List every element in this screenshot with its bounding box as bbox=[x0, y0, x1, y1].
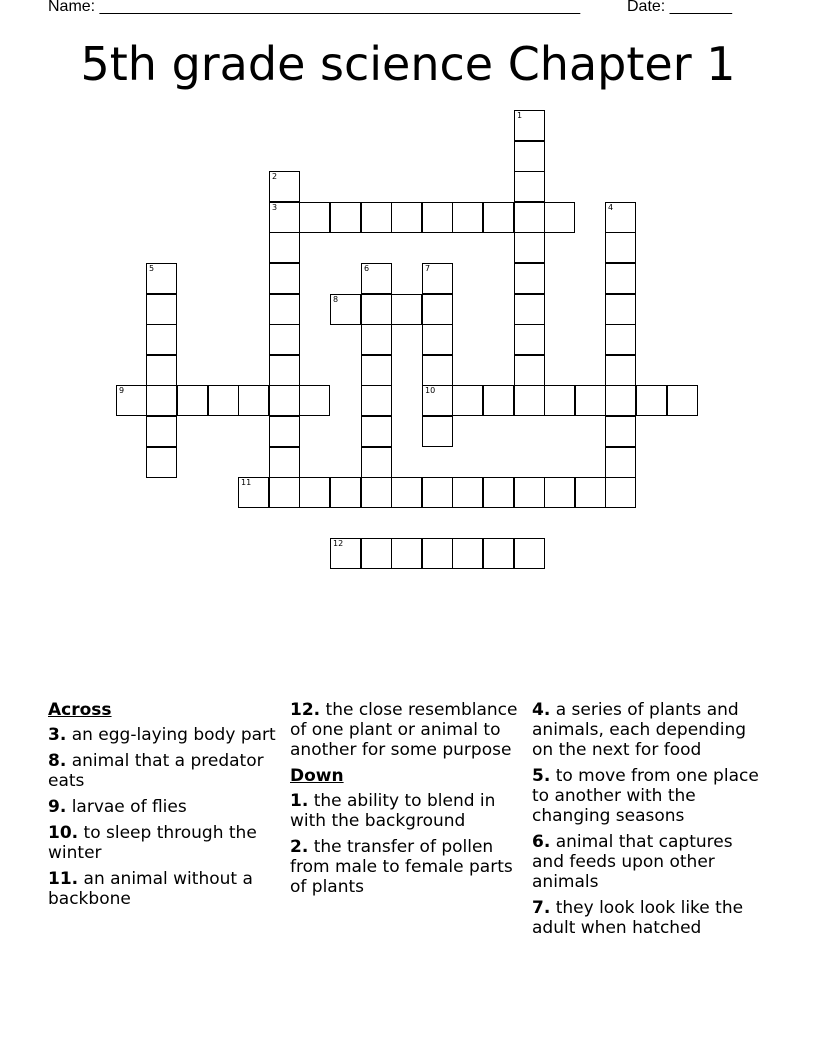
grid-cell[interactable] bbox=[483, 385, 514, 416]
grid-cell[interactable] bbox=[146, 294, 177, 325]
grid-cell[interactable] bbox=[514, 324, 545, 355]
grid-cell[interactable] bbox=[514, 232, 545, 263]
page-title: 5th grade science Chapter 1 bbox=[80, 37, 736, 91]
grid-cell[interactable] bbox=[605, 416, 636, 447]
grid-cell[interactable] bbox=[361, 447, 392, 478]
down-heading: Down bbox=[290, 766, 344, 786]
grid-cell[interactable] bbox=[177, 385, 208, 416]
clue-number: 5 bbox=[149, 264, 155, 273]
grid-cell[interactable] bbox=[391, 202, 422, 233]
grid-cell[interactable] bbox=[361, 416, 392, 447]
grid-cell[interactable] bbox=[391, 294, 422, 325]
grid-cell[interactable] bbox=[146, 416, 177, 447]
grid-cell[interactable] bbox=[361, 294, 392, 325]
grid-cell[interactable] bbox=[269, 385, 300, 416]
grid-cell[interactable] bbox=[361, 385, 392, 416]
clue-down-6: 6. animal that captures and feeds upon other animals bbox=[532, 832, 733, 892]
grid-cell[interactable] bbox=[116, 385, 147, 416]
grid-cell[interactable] bbox=[514, 538, 545, 569]
clue-number: 12 bbox=[333, 539, 344, 548]
grid-cell[interactable] bbox=[422, 477, 453, 508]
grid-cell[interactable] bbox=[361, 477, 392, 508]
grid-cell[interactable] bbox=[269, 171, 300, 202]
clue-number: 6 bbox=[364, 264, 370, 273]
clue-column-1 bbox=[48, 700, 284, 915]
grid-cell[interactable] bbox=[391, 477, 422, 508]
grid-cell[interactable] bbox=[422, 202, 453, 233]
grid-cell[interactable] bbox=[544, 385, 575, 416]
grid-cell[interactable] bbox=[514, 202, 545, 233]
clue-number: 9 bbox=[119, 386, 125, 395]
grid-cell[interactable] bbox=[452, 385, 483, 416]
clue-across-12: 12. the close resemblance of one plant or animal to another for some purpose bbox=[290, 700, 518, 760]
grid-cell[interactable] bbox=[636, 385, 667, 416]
clue-number: 3 bbox=[272, 203, 278, 212]
clue-across-9: 9. larvae of flies bbox=[48, 797, 187, 817]
clue-across-3: 3. an egg-laying body part bbox=[48, 725, 276, 745]
date-field-label: Date: _______ bbox=[627, 0, 732, 15]
grid-cell[interactable] bbox=[361, 324, 392, 355]
clue-number: 10 bbox=[425, 386, 436, 395]
grid-cell[interactable] bbox=[422, 324, 453, 355]
grid-cell[interactable] bbox=[605, 477, 636, 508]
grid-cell[interactable] bbox=[575, 477, 606, 508]
grid-cell[interactable] bbox=[605, 324, 636, 355]
grid-cell[interactable] bbox=[422, 416, 453, 447]
grid-cell[interactable] bbox=[208, 385, 239, 416]
clue-down-5: 5. to move from one place to another with the changing seasons bbox=[532, 766, 759, 826]
grid-cell[interactable] bbox=[269, 232, 300, 263]
grid-cell[interactable] bbox=[238, 477, 269, 508]
clue-column-2 bbox=[290, 700, 526, 903]
grid-cell[interactable] bbox=[269, 477, 300, 508]
grid-cell[interactable] bbox=[330, 477, 361, 508]
grid-cell[interactable] bbox=[330, 294, 361, 325]
grid-cell[interactable] bbox=[299, 202, 330, 233]
grid-cell[interactable] bbox=[452, 477, 483, 508]
grid-cell[interactable] bbox=[269, 416, 300, 447]
grid-cell[interactable] bbox=[146, 447, 177, 478]
grid-cell[interactable] bbox=[483, 538, 514, 569]
grid-cell[interactable] bbox=[514, 294, 545, 325]
grid-cell[interactable] bbox=[605, 447, 636, 478]
grid-cell[interactable] bbox=[330, 538, 361, 569]
clue-down-7: 7. they look look like the adult when hatched bbox=[532, 898, 744, 938]
grid-cell[interactable] bbox=[361, 202, 392, 233]
grid-cell[interactable] bbox=[146, 263, 177, 294]
across-heading: Across bbox=[48, 700, 112, 720]
grid-cell[interactable] bbox=[605, 202, 636, 233]
grid-cell[interactable] bbox=[299, 385, 330, 416]
grid-cell[interactable] bbox=[544, 202, 575, 233]
grid-cell[interactable] bbox=[514, 385, 545, 416]
grid-cell[interactable] bbox=[422, 294, 453, 325]
grid-cell[interactable] bbox=[422, 355, 453, 386]
grid-cell[interactable] bbox=[605, 263, 636, 294]
grid-cell[interactable] bbox=[605, 385, 636, 416]
grid-cell[interactable] bbox=[605, 355, 636, 386]
grid-cell[interactable] bbox=[514, 477, 545, 508]
grid-cell[interactable] bbox=[146, 385, 177, 416]
clue-across-8: 8. animal that a predator eats bbox=[48, 751, 264, 791]
grid-cell[interactable] bbox=[514, 263, 545, 294]
grid-cell[interactable] bbox=[269, 202, 300, 233]
clue-number: 11 bbox=[241, 478, 252, 487]
grid-cell[interactable] bbox=[667, 385, 698, 416]
grid-cell[interactable] bbox=[361, 538, 392, 569]
grid-cell[interactable] bbox=[422, 538, 453, 569]
grid-cell[interactable] bbox=[146, 355, 177, 386]
grid-cell[interactable] bbox=[544, 477, 575, 508]
grid-cell[interactable] bbox=[391, 538, 422, 569]
grid-cell[interactable] bbox=[361, 263, 392, 294]
clue-down-1: 1. the ability to blend in with the background bbox=[290, 791, 496, 831]
grid-cell[interactable] bbox=[514, 141, 545, 172]
grid-cell[interactable] bbox=[269, 447, 300, 478]
clue-number: 8 bbox=[333, 295, 339, 304]
grid-cell[interactable] bbox=[269, 355, 300, 386]
clue-across-10: 10. to sleep through the winter bbox=[48, 823, 257, 863]
grid-cell[interactable] bbox=[605, 294, 636, 325]
clue-column-3 bbox=[532, 700, 768, 944]
grid-cell[interactable] bbox=[514, 355, 545, 386]
clue-number: 4 bbox=[608, 203, 614, 212]
grid-cell[interactable] bbox=[299, 477, 330, 508]
grid-cell[interactable] bbox=[361, 355, 392, 386]
grid-cell[interactable] bbox=[269, 263, 300, 294]
clue-number: 7 bbox=[425, 264, 431, 273]
clue-down-4: 4. a series of plants and animals, each depending on the next for food bbox=[532, 700, 747, 760]
grid-cell[interactable] bbox=[483, 477, 514, 508]
clue-down-2: 2. the transfer of pollen from male to female parts of plants bbox=[290, 837, 513, 897]
name-field-label: Name: ______________________________________________________ bbox=[48, 0, 581, 15]
clue-number: 2 bbox=[272, 172, 278, 181]
grid-cell[interactable] bbox=[330, 202, 361, 233]
grid-cell[interactable] bbox=[146, 324, 177, 355]
clue-across-11: 11. an animal without a backbone bbox=[48, 869, 253, 909]
grid-cell[interactable] bbox=[269, 294, 300, 325]
grid-cell[interactable] bbox=[514, 171, 545, 202]
grid-cell[interactable] bbox=[452, 538, 483, 569]
grid-cell[interactable] bbox=[483, 202, 514, 233]
grid-cell[interactable] bbox=[575, 385, 606, 416]
grid-cell[interactable] bbox=[452, 202, 483, 233]
grid-cell[interactable] bbox=[238, 385, 269, 416]
grid-cell[interactable] bbox=[514, 110, 545, 141]
grid-cell[interactable] bbox=[269, 324, 300, 355]
grid-cell[interactable] bbox=[422, 385, 453, 416]
grid-cell[interactable] bbox=[422, 263, 453, 294]
grid-cell[interactable] bbox=[605, 232, 636, 263]
clue-number: 1 bbox=[517, 111, 523, 120]
